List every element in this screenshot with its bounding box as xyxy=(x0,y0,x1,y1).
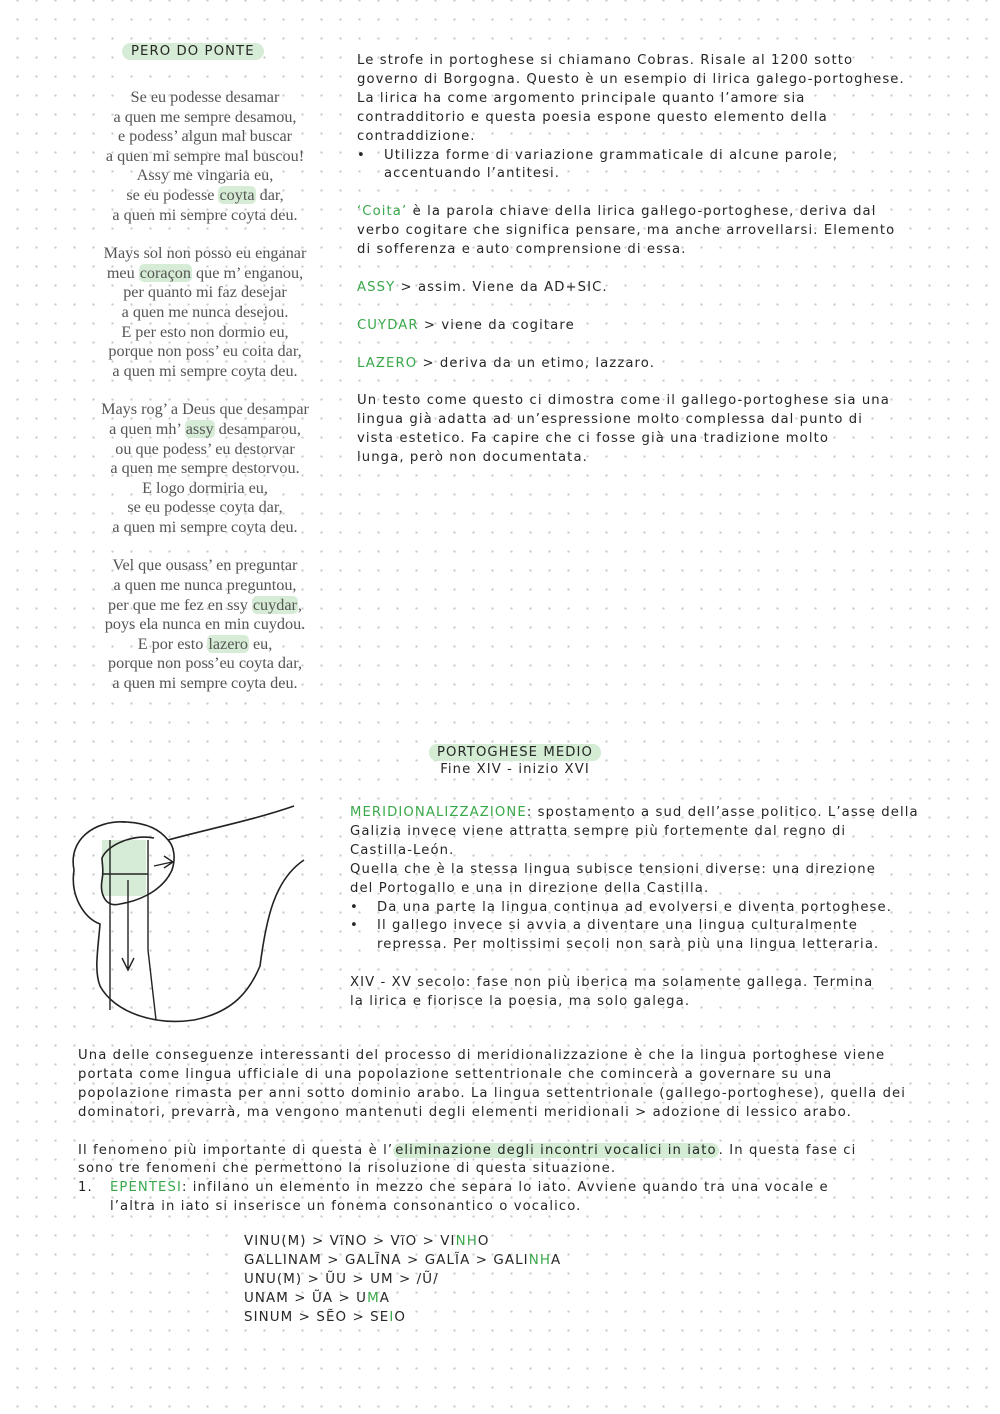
text-line: lingua già adatta ad un’espressione molto complessa dal punto di xyxy=(357,411,864,427)
text-line: dominatori, prevarrà, ma vengono mantenuti degli elementi meridionali > adozione di lessico arabo. xyxy=(78,1104,852,1120)
section-heading xyxy=(380,745,650,777)
coita-note xyxy=(357,203,967,260)
term-keyword: ASSY xyxy=(357,280,396,295)
epentesi-examples xyxy=(244,1232,561,1327)
text-line: Una delle conseguenze interessanti del processo di meridionalizzazione è che la lingua portoghese viene xyxy=(78,1048,886,1063)
poem-author-title: PERO DO PONTE xyxy=(122,44,264,59)
poem-line: a quen mi sempre mal buscou! xyxy=(105,146,305,165)
antitesi-bullet xyxy=(357,147,967,185)
highlighted-word: cuydar xyxy=(252,595,297,614)
poem-line: a quen mi sempre coyta deu. xyxy=(112,517,298,536)
example-row: UNAM > ŨA > UMA xyxy=(244,1291,390,1306)
poem-line: per quanto mi faz desejar xyxy=(123,283,287,302)
section-title: PORTOGHESE MEDIO xyxy=(429,744,601,761)
poem-line: a quen me nunca preguntou, xyxy=(113,576,297,595)
poem-line: Se eu podesse desamar xyxy=(130,88,280,106)
poem-line: Assy me vingaria eu, xyxy=(136,166,274,185)
term-keyword: LAZERO xyxy=(357,355,418,371)
poem-line: a quen mi sempre coyta deu. xyxy=(112,674,298,693)
poem-line: ou que podess’ eu destorvar xyxy=(115,439,295,458)
poem-line: E per esto non dormio eu, xyxy=(121,322,289,341)
term-keyword: CUYDAR xyxy=(357,317,419,333)
text-line: • Da una parte la lingua continua ad evolversi e diventa portoghese. xyxy=(377,899,893,915)
poem-line: E por esto lazero eu, xyxy=(137,634,273,653)
conclusion-note xyxy=(357,392,967,468)
text-line: Le strofe in portoghese si chiamano Cobras. Risale al 1200 sotto xyxy=(357,53,854,68)
text-line: Castilla-León. xyxy=(350,842,455,858)
text-line: MERIDIONALIZZAZIONE: spostamento a sud dell’asse politico. L’asse della xyxy=(350,805,919,820)
poem-line: e podess’ algun mal buscar xyxy=(117,127,293,146)
text-line: governo di Borgogna. Questo è un esempio di lirica galego-portoghese. xyxy=(357,71,905,87)
text-line: Un testo come questo ci dimostra come il gallego-portoghese sia una xyxy=(357,393,890,408)
poem-line: meu coraçon que m’ enganou, xyxy=(106,263,304,282)
text-line: contradditorio e questa poesia espone questo elemento della xyxy=(357,109,828,125)
poem-line: a quen me sempre destorvou. xyxy=(110,459,300,478)
epentesi-line-2: l’altra in iato si inserisce un fonema consonantico o vocalico. xyxy=(110,1199,582,1215)
poem-line: se eu podesse coyta dar, xyxy=(126,185,284,204)
bullet-item xyxy=(350,899,950,918)
text-line: La lirica ha come argomento principale quanto l’amore sia xyxy=(357,90,806,106)
text-line: ‘Coita’ è la parola chiave della lirica gallego-portoghese, deriva dal xyxy=(357,204,877,219)
glossary-term: CUYDAR > viene da cogitare xyxy=(357,317,575,333)
poem-line: a quen me nunca desejou. xyxy=(121,302,289,321)
example-highlight: NH xyxy=(528,1253,552,1268)
meridionalizzazione-keyword: MERIDIONALIZZAZIONE xyxy=(350,805,527,820)
text-line: • Utilizza forme di variazione grammaticale di alcune parole, xyxy=(384,147,839,163)
poem-line: Mays rog’ a Deus que desampar xyxy=(101,400,309,419)
text-line: del Portogallo e una in direzione della Castilla. xyxy=(350,880,710,896)
poem-line: a quen mi sempre coyta deu. xyxy=(112,361,298,380)
poem-stanza xyxy=(60,400,350,537)
poem-line: poys ela nunca en min cuydou. xyxy=(104,615,306,634)
bullet-item xyxy=(350,917,950,955)
poem-line: porque non poss’ eu coita dar, xyxy=(108,342,302,361)
example-highlight: I xyxy=(389,1310,395,1325)
text-line: accentuando l’antitesi. xyxy=(384,166,561,182)
text-line: contraddizione. xyxy=(357,128,476,144)
glossary-term: ASSY > assim. Viene da AD+SIC. xyxy=(357,280,608,295)
meridionalizzazione-note xyxy=(350,804,950,1012)
example-row: SINUM > SẼO > SEIO xyxy=(244,1310,407,1325)
text-line: • Il gallego invece si avvia a diventare una lingua culturalmente xyxy=(377,918,858,934)
poem-stanza xyxy=(60,244,350,381)
phenomenon-line-2: sono tre fenomeni che permettono la risoluzione di questa situazione. xyxy=(78,1161,617,1177)
highlighted-word: coyta xyxy=(219,185,255,204)
glossary-terms xyxy=(357,279,967,374)
example-row: UNU(M) > ŨU > UM > /Ũ/ xyxy=(244,1272,439,1287)
text-line: la lirica e fiorisce la poesia, ma solo galega. xyxy=(350,994,691,1010)
example-highlight: M xyxy=(367,1291,380,1306)
poem-stanza xyxy=(60,88,350,225)
epentesi-label: EPENTESI xyxy=(110,1180,182,1196)
poem-line: se eu podesse coyta dar, xyxy=(127,498,283,517)
epentesi-item: 1. EPENTESI: infilano un elemento in mezzo che separa lo iato. Avviene quando tra una vocale e xyxy=(78,1180,829,1196)
text-line: Galizia invece viene attratta sempre più fortemente dal regno di xyxy=(350,823,847,839)
text-line: verbo cogitare che significa pensare, ma anche arrovellarsi. Elemento xyxy=(357,222,896,238)
highlighted-word: coraçon xyxy=(139,263,191,282)
consequences-paragraph xyxy=(78,1047,958,1217)
poem-line: per que me fez en ssy cuydar, xyxy=(108,595,302,614)
coita-keyword: ‘Coita’ xyxy=(357,204,408,219)
text-line: lunga, però non documentata. xyxy=(357,449,588,465)
text-line: repressa. Per moltissimi secoli non sarà più una lingua letteraria. xyxy=(377,937,880,953)
text-line: XIV - XV secolo: fase non più iberica ma solamente gallega. Termina xyxy=(350,975,874,991)
poem-line: a quen mi sempre coyta deu. xyxy=(112,205,298,224)
text-line: popolazione rimasta per anni sotto dominio arabo. La lingua settentrionale (gallego-portoghese), quella dei xyxy=(78,1085,907,1101)
cobras-note xyxy=(357,52,967,184)
highlighted-word: lazero xyxy=(208,634,248,653)
border-line-right xyxy=(148,840,156,1020)
text-line: vista estetico. Fa capire che ci fosse già una tradizione molto xyxy=(357,430,830,446)
iberia-map-sketch xyxy=(64,800,334,1030)
poem-line: Mays sol non posso eu enganar xyxy=(103,244,307,263)
iato-highlight: eliminazione degli incontri vocalici in iato xyxy=(395,1142,717,1158)
text-line: Quella che è la stessa lingua subisce tensioni diverse: una direzione xyxy=(350,861,876,877)
highlighted-word: assy xyxy=(185,419,214,438)
example-row: GALLINAM > GALĨNA > GALĨA > GALINHA xyxy=(244,1253,562,1268)
section-subtitle: Fine XIV - inizio XVI xyxy=(440,762,590,777)
poem-line: Vel que ousass’ en preguntar xyxy=(112,556,298,575)
example-row: VINU(M) > VĩNO > VĩO > VINHO xyxy=(244,1234,490,1249)
arrow-east xyxy=(154,856,173,868)
poem-line: a quen me sempre desamou, xyxy=(113,107,297,126)
glossary-term: LAZERO > deriva da un etimo, lazzaro. xyxy=(357,355,655,371)
poem-line: porque non poss’eu coyta dar, xyxy=(108,654,302,673)
poem-text xyxy=(60,88,350,713)
text-line: di sofferenza e auto comprensione di essa. xyxy=(357,241,687,257)
map-outline-north xyxy=(122,806,294,840)
poem-line: E logo dormiria eu, xyxy=(142,478,268,497)
phenomenon-line: Il fenomeno più importante di questa è l’ eliminazione degli incontri vocalici in iato . In questa fase ci xyxy=(78,1142,857,1158)
poem-line: a quen mh’ assy desamparou, xyxy=(109,419,301,438)
text-line: portata come lingua ufficiale di una popolazione settentrionale che comincerà a governare su una xyxy=(78,1066,833,1082)
example-highlight: NH xyxy=(455,1234,478,1249)
poem-stanza xyxy=(60,556,350,693)
